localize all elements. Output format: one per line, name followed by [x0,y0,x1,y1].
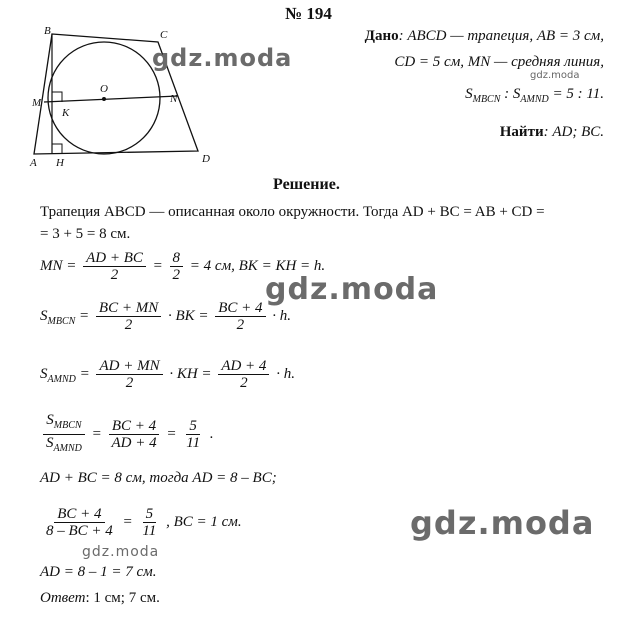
s1-frac-2-den: 2 [236,317,245,333]
eq-frac-2 [139,506,159,539]
right-angle-k [52,92,62,102]
find-line [500,124,604,141]
s2-sub: AMND [47,373,76,385]
eq-post: , BC = 1 см. [166,513,242,530]
mn-frac-2-den: 2 [172,267,181,283]
given-s2-sub: AMND [520,94,549,105]
ratio-frac-2-num: 5 [186,418,200,435]
ratio-num-s: S [46,412,54,428]
label-c: C [160,29,168,41]
eq-frac-1-num: BC + 4 [54,506,104,523]
s1-frac-1-num: BC + MN [96,300,161,317]
mn-frac-1-num: AD + BC [83,250,146,267]
s2-frac-2 [218,358,269,391]
s1-frac-1 [96,300,161,333]
sum-line: AD + BC = 8 см, тогда AD = 8 – BC; [40,470,277,486]
given-s1-sub: MBCN [472,94,501,105]
watermark-small-top: gdz.moda [530,70,580,81]
s1-sub: MBCN [47,315,76,327]
s1-frac-2-num: BC + 4 [215,300,265,317]
s1-post: · h. [272,307,292,324]
label-a: A [30,157,37,169]
ratio-frac-2 [183,418,203,451]
ratio-post: . [209,425,214,442]
s1-frac-2 [215,300,265,333]
given-line-2: CD = 5 см, MN — средняя линия, [394,54,604,70]
s1-pre: S [40,307,48,324]
eq-frac-2-den: 11 [142,523,157,539]
label-b: B [44,26,51,37]
label-k: K [62,107,70,119]
solution-line-2: = 3 + 5 = 8 см. [40,226,131,242]
find-label: Найти [499,124,544,140]
s-mbcn-formula [40,300,291,333]
mn-pre: MN = [40,257,77,274]
given-ratio: = 5 : 11. [548,86,604,102]
ratio-eq-2: = [166,425,177,442]
mn-post: = 4 см, BK = KH = h. [189,257,326,274]
s-amnd-formula [40,358,295,391]
given-label: Дано [364,28,399,44]
answer-label: Ответ [40,590,86,606]
label-h: H [56,157,64,169]
given-s1: S [465,86,473,102]
mn-frac-1-den: 2 [110,267,119,283]
problem-number: № 194 [285,4,332,23]
mn-frac-2-num: 8 [170,250,184,267]
midline-mn [44,96,178,102]
ratio-frac-s-den [43,435,85,457]
s2-mid: · KH = [169,365,212,382]
label-n: N [170,93,178,105]
s1-mid: · BK = [167,307,209,324]
find-text: : AD; BC. [543,124,604,140]
equation-formula [40,506,242,539]
ratio-frac-1-num: BC + 4 [109,418,159,435]
eq-frac-1 [43,506,116,539]
answer-text: : 1 см; 7 см. [85,590,160,606]
ratio-frac-s-num [43,412,84,435]
given-line-3 [465,86,604,105]
ad-line: AD = 8 – 1 = 7 см. [40,564,157,580]
s2-frac-2-num: AD + 4 [218,358,269,375]
label-m: M [32,97,42,109]
watermark-top: gdz.moda [152,44,293,72]
watermark-small-bottom: gdz.moda [82,544,160,560]
ratio-eq-1: = [91,425,102,442]
mn-frac-2 [170,250,184,283]
s2-frac-2-den: 2 [240,375,248,391]
ratio-frac-s [43,412,85,457]
solution-line-1: Трапеция ABCD — описанная около окружности. Тогда AD + BC = AB + CD = [40,204,545,220]
s2-frac-1-den: 2 [125,375,134,391]
ratio-den-s: S [46,435,54,451]
eq-frac-1-den: 8 – BC + 4 [46,523,113,539]
s2-pre: S [40,365,48,382]
s1-eq: = [75,307,90,324]
answer-line [40,590,160,607]
watermark-bottom: gdz.moda [410,504,595,542]
s2-eq: = [75,365,90,382]
ratio-num-sub: MBCN [53,420,82,431]
label-d: D [202,153,210,165]
ratio-frac-1-den: AD + 4 [111,435,157,451]
ratio-frac-2-den: 11 [186,435,201,451]
right-angle-h [52,144,62,154]
s2-frac-1 [96,358,162,391]
solution-heading: Решение. [273,176,340,193]
given-line-1 [365,28,604,45]
eq-eq: = [122,513,133,530]
mn-frac-1 [83,250,146,283]
ratio-formula [40,412,214,457]
s2-post: · h. [276,365,295,382]
watermark-middle: gdz.moda [265,272,439,307]
label-o: O [100,83,108,95]
ratio-den-sub: AMND [53,443,82,454]
mn-eq: = [152,257,163,274]
given-text-1: : ABCD — трапеция, AB = 3 см, [398,28,604,44]
s2-frac-1-num: AD + MN [96,358,162,375]
center-point [102,97,106,101]
ratio-frac-1 [108,418,159,451]
s1-frac-1-den: 2 [124,317,133,333]
eq-frac-2-num: 5 [143,506,157,523]
given-s2: : S [500,86,521,102]
